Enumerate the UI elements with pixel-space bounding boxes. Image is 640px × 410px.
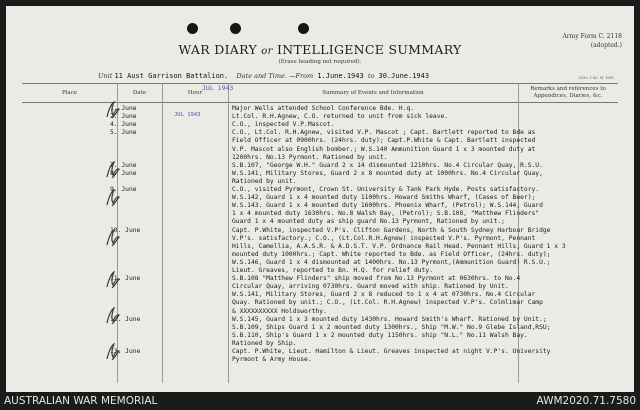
entry-date: 12. June (110, 315, 141, 323)
signature-mark (104, 306, 122, 326)
entry-text: C.O., inspected V.P.Mascot. (232, 121, 335, 129)
signature-mark (104, 188, 122, 208)
entry-date: 9. June (110, 186, 137, 193)
entry-text: Capt. P.White, inspected V.P's. Clifton Gardens, North & South Sydney Harbour Bridge (232, 226, 551, 234)
entry-date: 11. June (110, 275, 141, 283)
entry-date: 13. June (110, 348, 141, 355)
print-reference: 2530. 1-42. W. 1651 (578, 76, 614, 80)
form-number: Army Form C. 2118 (562, 33, 622, 40)
entry-text: Quay. Rationed by unit.; C.O., (Lt.Col. R.H.Agnew) inspected V.P's. Colmlimar Camp (232, 299, 543, 307)
entry-date: 7. June (110, 161, 137, 169)
signature-mark (104, 100, 122, 120)
entry-text: Field Officer at 0900hrs. (24hrs. duty); Capt.P.White & Capt. Bartlett inspected (232, 137, 536, 145)
entry-text: S.B.109, Ships Guard 1 x 2 mounted duty 1300hrs., Ship "M.W." No.9 Glebe Island,RSU; (232, 323, 551, 331)
entry-text: Pyrmont & Army House. (232, 356, 312, 364)
entry-text: W.S.146, Guard 1 x 4 dismounted at 1400hrs. No.13 Pyrmont,(Ammunition Guard) R.S.U.; (232, 258, 551, 266)
entry-text: S.B.108 "Matthew Flinders" ship moved from No.13 Pyrmont at 0630hrs. to No.4 (232, 275, 521, 283)
header-hour: Hour (187, 90, 203, 96)
from-value: 1.June.1943 (317, 72, 364, 80)
signature-mark (104, 342, 122, 362)
entry-text: W.S.141, Military Stores, Guard 2 x 8 mounted duty at 1000hrs. No.4 Circular Quay, (232, 169, 543, 177)
header-remarks: Remarks and references to Appendices, Diaries, &c. (530, 86, 606, 99)
unit-value: 11 Aust Garrison Battalion. (114, 72, 229, 80)
entry-text: C.O., visited Pyrmont, Crown St. University & Tank Park Hyde. Posts satisfactory. (232, 186, 540, 193)
entry-text: W.S.143. Guard 1 x 4 mounted duty 1600hrs. Phoenix Wharf, (Petrol); W.S.144, Guard (232, 202, 543, 210)
entry-text: W.S.145, Guard 1 x 3 mounted duty 1430hrs. Howard Smith's Wharf. Rationed by Unit.; (232, 315, 547, 323)
entry-text: Capt. P.White, Lieut. Hamilton & Lieut. Greaves inspected at night V.P's. University (232, 348, 551, 355)
from-label: From (295, 72, 314, 80)
title-or: or (261, 46, 273, 57)
title-subtitle: (Erase heading not required). (278, 59, 362, 65)
entry-date: 5. June (110, 129, 137, 137)
entry-text: S.B.110, Ship's Guard 1 x 2 mounted duty 1150hrs. ship "N.L." No.11 Walsh Bay. (232, 331, 528, 339)
header-top-rule (22, 83, 618, 84)
unit-label: Unit (98, 72, 113, 80)
entry-text: S.B.107, "George W.H." Guard 2 x 14 dismounted 1210hrs. No.4 Circular Quay, R.S.U. (232, 161, 543, 169)
entry-date: 10. June (110, 226, 141, 234)
date-time-label: Date and Time. (236, 72, 287, 80)
column-divider-hour (228, 83, 229, 383)
signature-mark (104, 270, 122, 290)
footer-institution: AUSTRALIAN WAR MEMORIAL (4, 395, 158, 407)
title-intelligence-summary: INTELLIGENCE SUMMARY (276, 42, 462, 57)
received-stamp-row: JUL 1943 (174, 112, 201, 118)
header-summary: Summary of Events and Information (322, 90, 424, 96)
to-label: to (367, 72, 375, 80)
signature-mark (104, 228, 122, 248)
entry-text: 1 x 4 mounted duty 1630hrs. No.8 Walsh Bay, (Petrol); S.B.108, "Matthew Flinders" (232, 210, 540, 218)
entry-text: Lt.Col. R.H.Agnew, C.O. returned to unit from sick leave. (232, 113, 449, 121)
to-value: 30.June.1943 (378, 72, 430, 80)
entry-text: Hills, Camellia, A.A.S.R. & A.D.S.T. V.P. Ordnance Rail Head. Pennant Hills, Guard 1 x 3 (232, 242, 566, 250)
entry-text: Rationed by Ship. (232, 339, 297, 347)
entry-text: V.P's. satisfactory.; C.O., (Lt.Col.R.H.Agnew) inspected V.P's. Pyrmont, Pennant (232, 234, 536, 242)
entry-text: 1200hrs. No.13 Pyrmont. Rationed by unit. (232, 153, 388, 161)
page-title (6, 42, 634, 57)
column-divider-date (162, 83, 163, 383)
entry-date: 1. June (110, 105, 137, 112)
header-place: Place (61, 90, 78, 96)
received-stamp-header: JUL 1943 (202, 84, 234, 92)
entry-text: V.P. Mascot also English bomber.; W.S.140 Ammunition Guard 1 x 3 mounted duty at (232, 145, 536, 153)
diary-page (6, 6, 634, 392)
entry-text: Lieut. Greaves, reported to Bn. H.Q. for relief duty. (232, 267, 433, 274)
entry-text: W.S.142, Guard 1 x 4 mounted duty 1100hrs. Howard Smiths Wharf, (Cases of Beer); (232, 194, 536, 202)
punch-hole-left (187, 23, 198, 34)
entry-text: Major Wells attended School Conference Bde. H.q. (232, 105, 414, 112)
entry-text: W.S.141, Military Stores, Guard 2 x 8 reduced to 1 x 4 at 0730hrs. No.4 Circular (232, 291, 536, 299)
entry-text: mounted duty 1000hrs.; Capt. White reported to Bde. as Field Officer, (24hrs. duty); (232, 250, 551, 258)
header-date: Date (132, 90, 147, 96)
entry-text: & XXXXXXXXXX Holdsworthy. (232, 307, 327, 315)
archive-footer (0, 392, 640, 410)
unit-line: Unit 11 Aust Garrison Battalion. Date and Time. —From 1.June.1943 to 30.June.1943 (98, 72, 430, 80)
title-war-diary: WAR DIARY (178, 42, 258, 57)
form-note: (adopted.) (590, 42, 622, 49)
entry-text: C.O., Lt.Col. R.H.Agnew, visited V.P. Mascot ; Capt. Bartlett reported to Bde as (232, 129, 536, 137)
punch-hole-right (298, 23, 309, 34)
entry-text: Rationed by unit. (232, 177, 297, 185)
entry-text: Circular Quay, arriving 0730hrs. Guard moved with ship. Rationed by Unit. (232, 283, 509, 291)
signature-mark (104, 160, 122, 180)
entry-date: 2. June (110, 113, 137, 121)
punch-hole-middle (230, 23, 241, 34)
entry-date: 4. June (110, 121, 137, 129)
entry-text: Guard 1 x 4 mounted duty as ship guard No.13 Pyrmont, Rationed by unit.; (232, 218, 505, 226)
entry-date: 8. June (110, 169, 137, 177)
footer-accession-number: AWM2020.71.7580 (536, 395, 636, 407)
